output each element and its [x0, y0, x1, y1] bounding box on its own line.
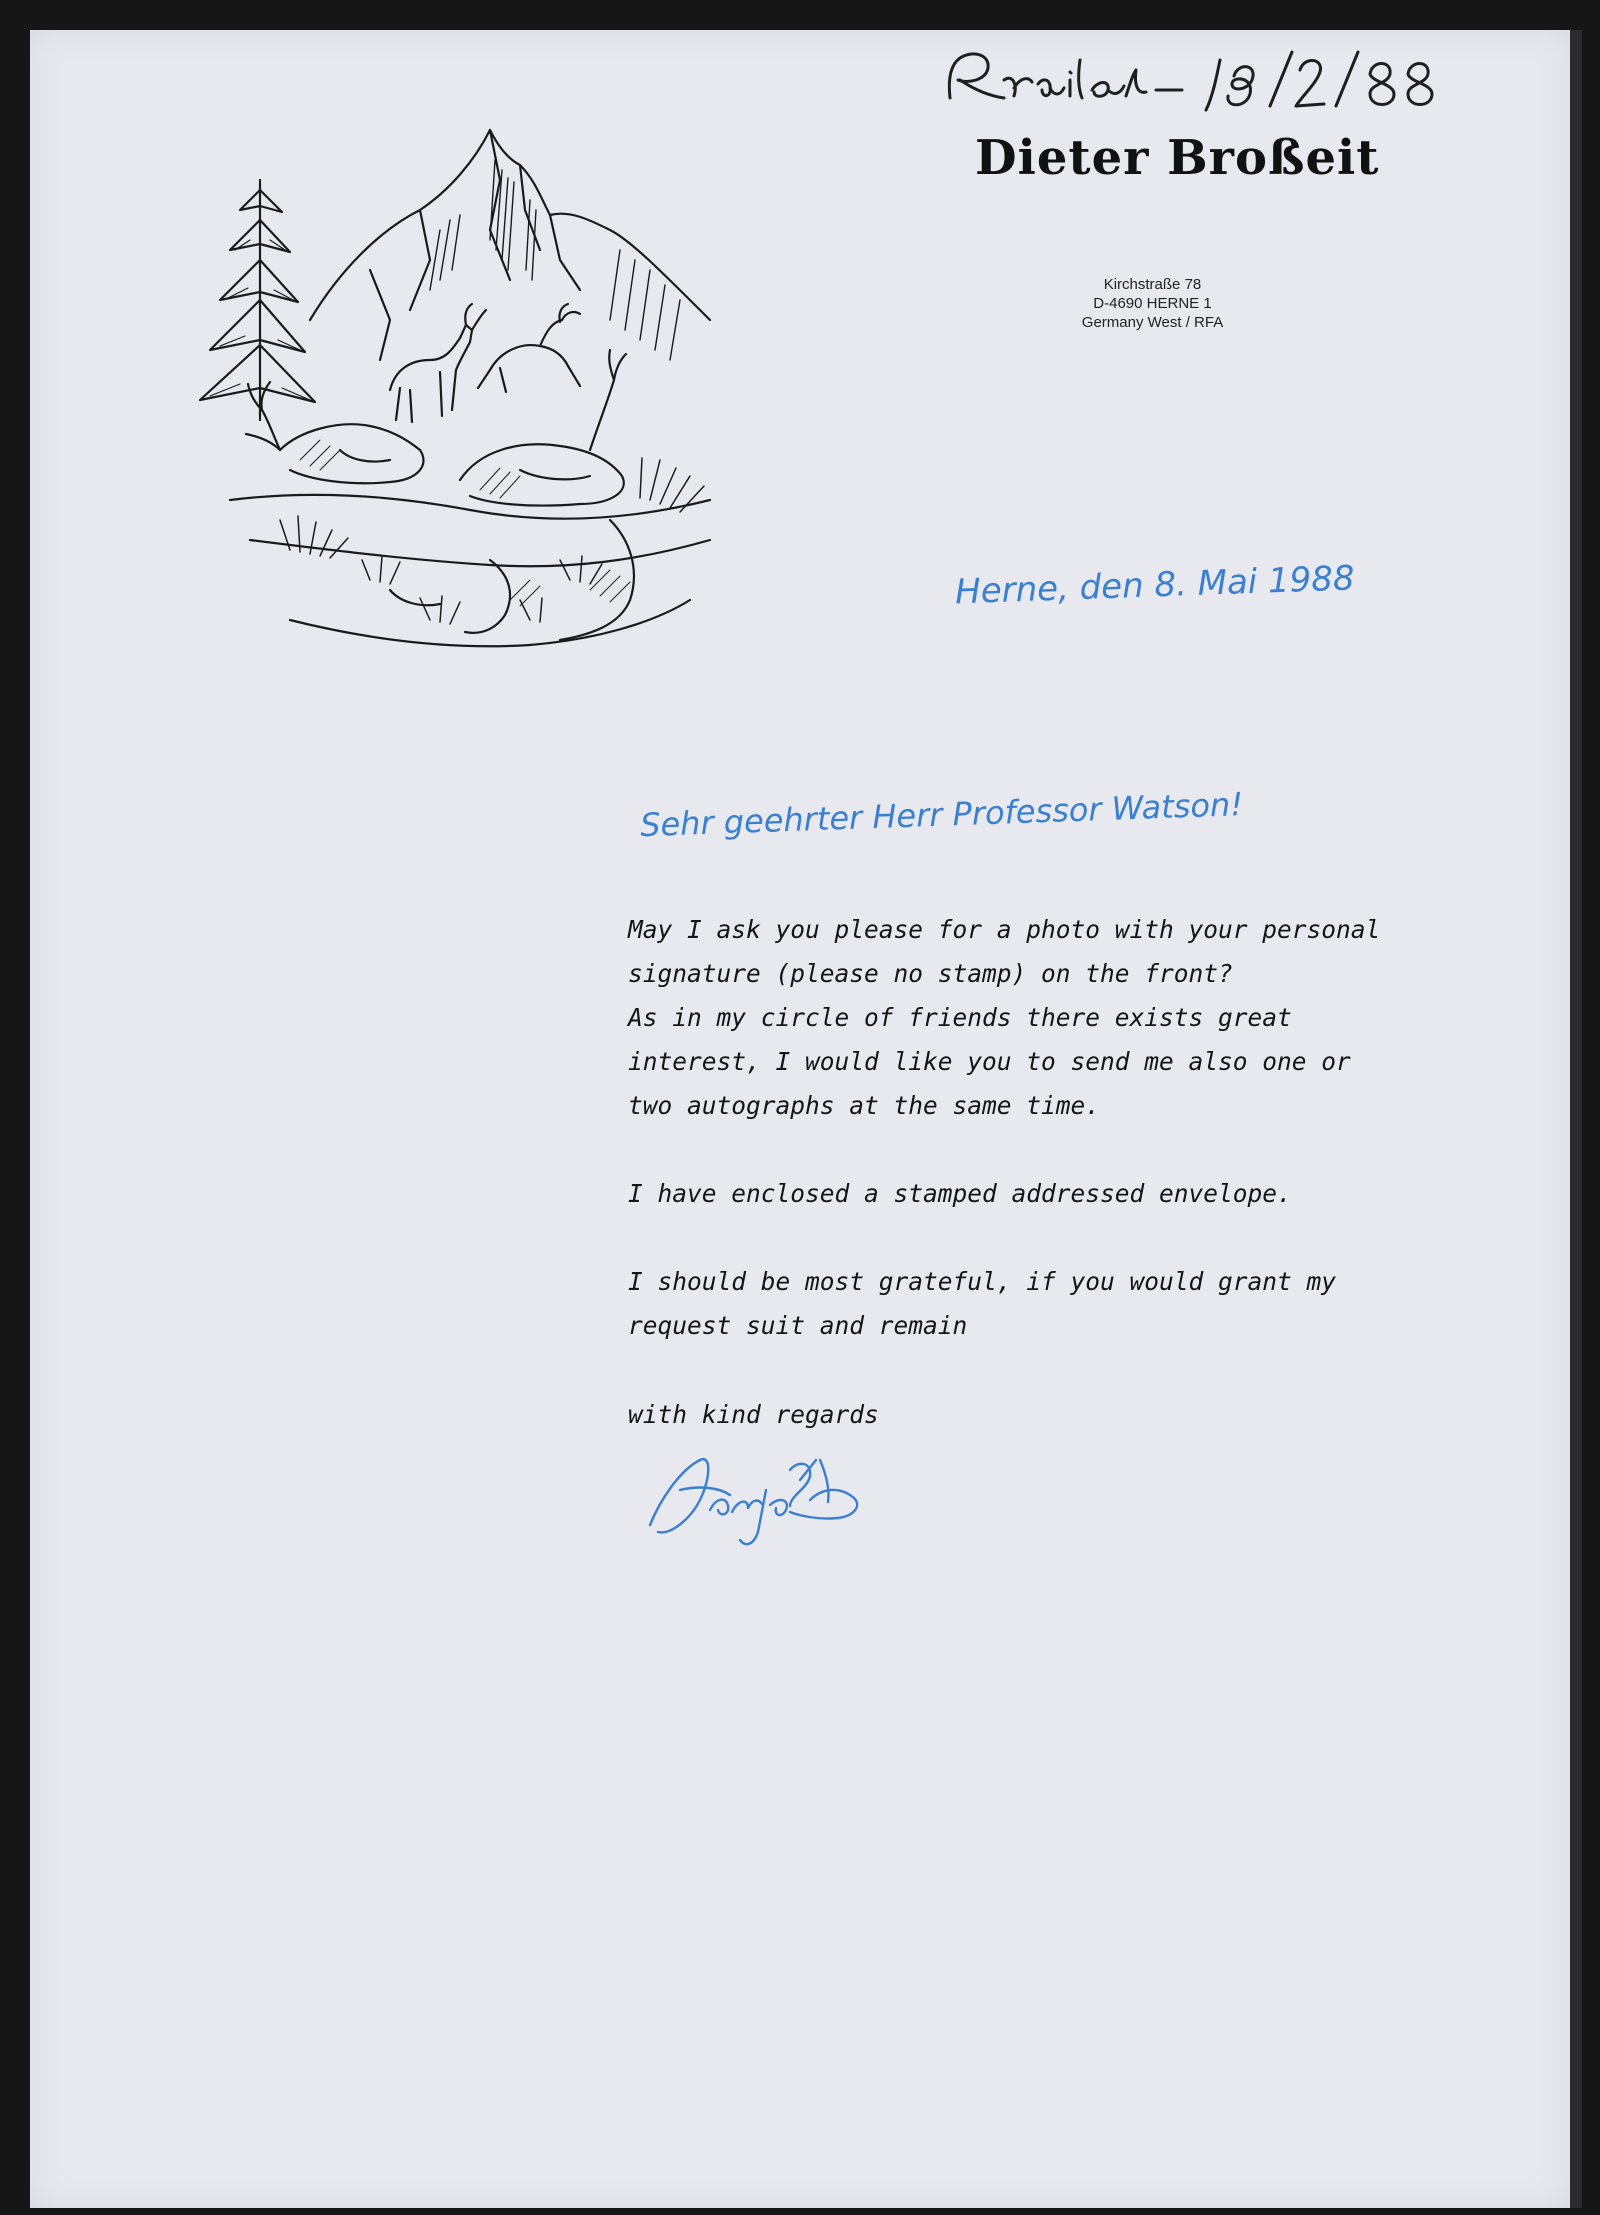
sheet-edge [1570, 30, 1582, 2208]
body-line: two autographs at the same time. [628, 1091, 1101, 1120]
address-country: Germany West / RFA [1081, 314, 1224, 331]
address-city: D-4690 HERNE 1 [1093, 295, 1212, 312]
salutation: Sehr geehrter Herr Professor Watson! [639, 785, 1244, 845]
handwritten-signature [640, 1440, 870, 1550]
letterhead-address [1000, 275, 1305, 332]
alpine-chamois-illustration [190, 120, 740, 660]
closing: with kind regards [628, 1400, 879, 1429]
body-line: signature (please no stamp) on the front? [628, 959, 1233, 988]
handwritten-annotation [920, 40, 1440, 120]
body-line: May I ask you please for a photo with your personal [628, 915, 1381, 944]
body-line: I have enclosed a stamped addressed envelope. [628, 1179, 1292, 1208]
letterhead-name: Dieter Broßeit [975, 130, 1380, 186]
letter-body [628, 908, 1428, 1348]
date-line: Herne, den 8. Mai 1988 [954, 558, 1356, 613]
paragraph-gap [628, 1216, 1428, 1260]
signature-text: Dieter Broßeit [640, 1440, 646, 1441]
body-line: request suit and remain [628, 1311, 968, 1340]
annotation-text: Brosseit – 8/2/88 [920, 40, 927, 41]
body-line: I should be most grateful, if you would grant my [628, 1267, 1337, 1296]
paragraph-gap [628, 1128, 1428, 1172]
body-line: interest, I would like you to send me also one or [628, 1047, 1351, 1076]
address-street: Kirchstraße 78 [1103, 276, 1202, 293]
body-line: As in my circle of friends there exists great [628, 1003, 1292, 1032]
